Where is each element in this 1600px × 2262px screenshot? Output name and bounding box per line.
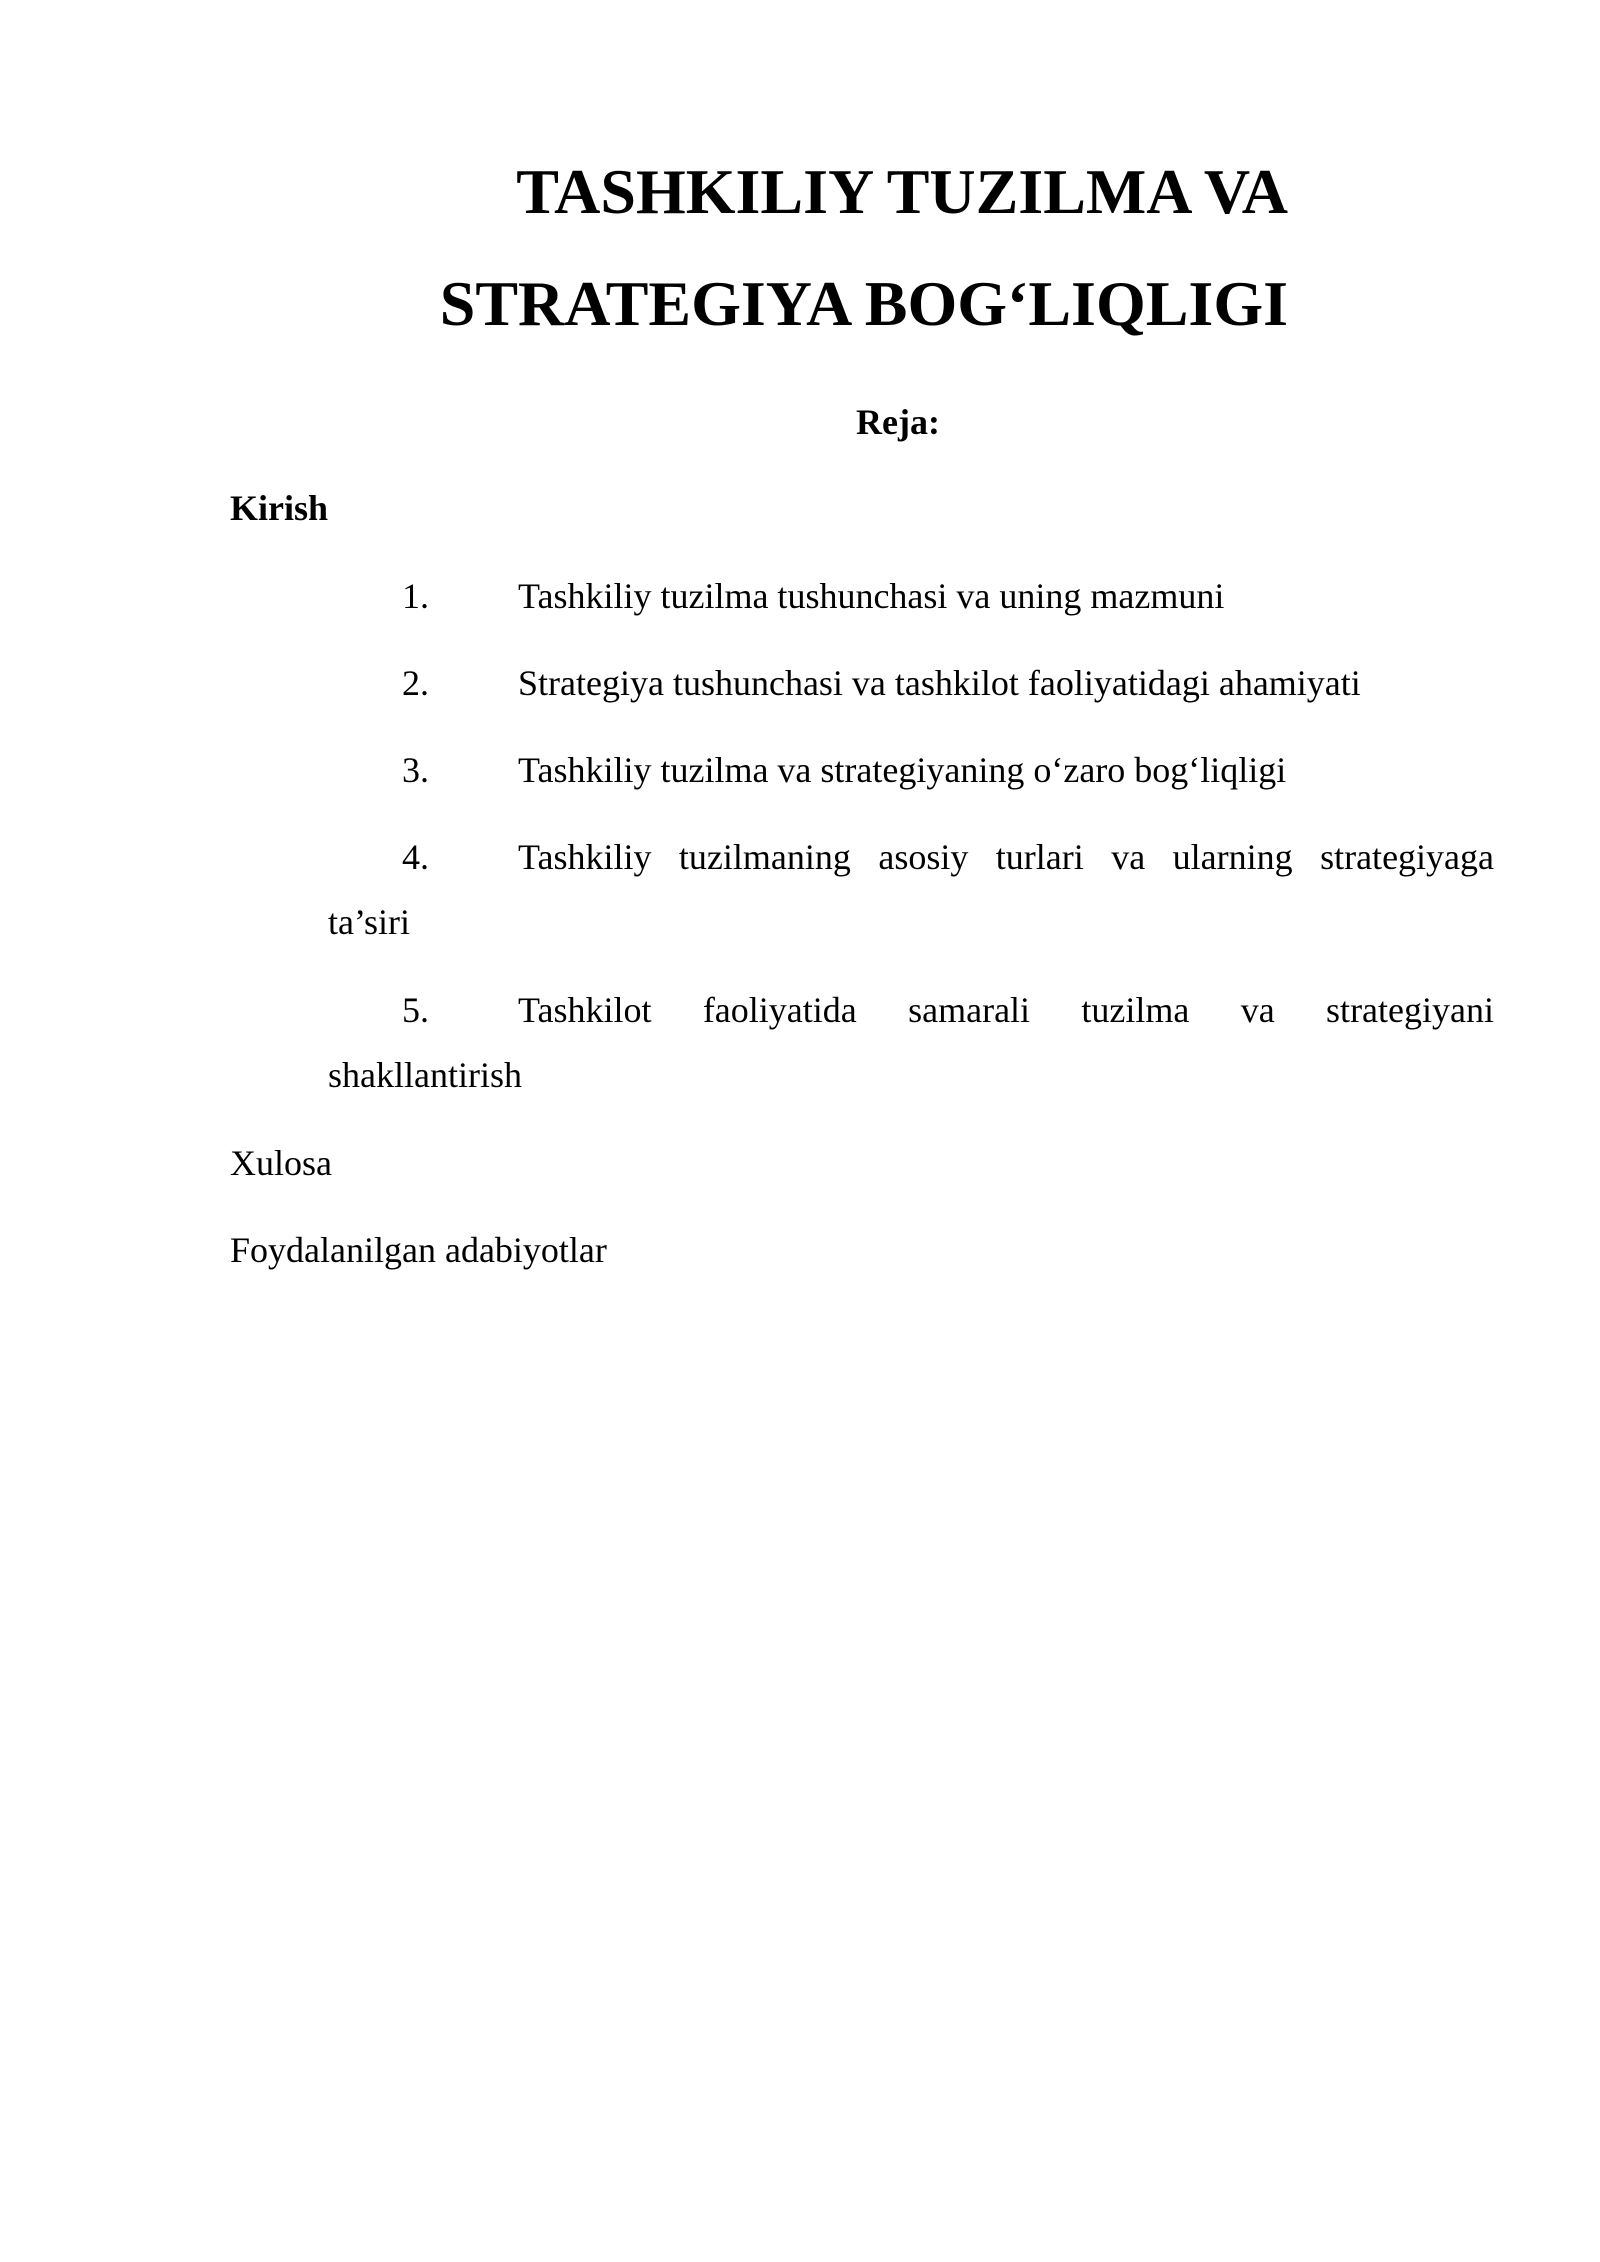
references-heading: Foydalanilgan adabiyotlar: [230, 1230, 607, 1270]
plan-item-text: Strategiya tushunchasi va tashkilot faoliyatidagi ahamiyati: [518, 663, 1361, 703]
plan-item-number: 5.: [402, 990, 429, 1030]
plan-item-number: 4.: [402, 837, 429, 877]
plan-item-text: Tashkilot faoliyatida samarali tuzilma va strategiyani: [518, 990, 1494, 1030]
conclusion-heading: Xulosa: [230, 1143, 332, 1183]
plan-item-number: 1.: [402, 576, 429, 616]
plan-item-number: 2.: [402, 663, 429, 703]
plan-item-text: Tashkiliy tuzilma va strategiyaning o‘zaro bog‘liqligi: [518, 750, 1287, 790]
intro-heading: Kirish: [230, 488, 329, 528]
document-title-line-2: STRATEGIYA BOG‘LIQLIGI: [439, 268, 1288, 339]
plan-heading: Reja:: [856, 402, 940, 442]
document-title-line-1: TASHKILIY TUZILMA VA: [516, 156, 1288, 227]
plan-item-number: 3.: [402, 750, 429, 790]
plan-item-text: Tashkiliy tuzilma tushunchasi va uning mazmuni: [518, 576, 1225, 616]
plan-item-continuation: shakllantirish: [328, 1055, 522, 1095]
plan-item-continuation: ta’siri: [328, 902, 410, 942]
plan-item-text: Tashkiliy tuzilmaning asosiy turlari va ularning strategiyaga: [518, 837, 1494, 877]
